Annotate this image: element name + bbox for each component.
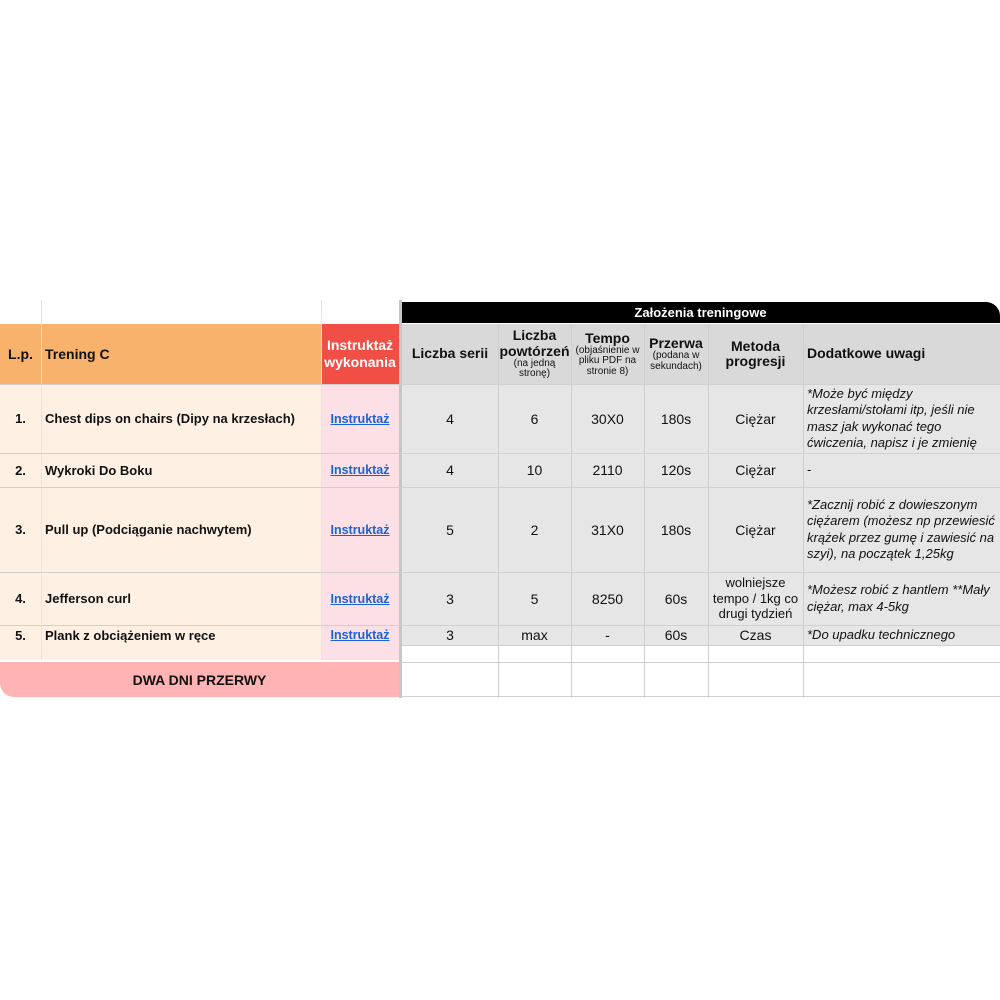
training-table [0, 300, 1000, 700]
row-reps: 2 [498, 487, 571, 572]
header-rest [644, 324, 708, 384]
header-training-name: Trening C [41, 324, 321, 384]
header-reps-label: Liczba powtórzeń [499, 327, 570, 359]
row-method: Ciężar [708, 487, 803, 572]
grid-line [402, 662, 1000, 663]
row-instruction-cell [321, 572, 399, 625]
header-tempo [571, 324, 644, 384]
group-header: Założenia treningowe [401, 302, 1000, 323]
row-lp: 2. [0, 453, 41, 487]
row-lp: 5. [0, 625, 41, 645]
row-series: 3 [402, 572, 498, 625]
row-note: *Do upadku technicznego [803, 625, 1000, 645]
row-instruction-cell [321, 625, 399, 645]
header-lp: L.p. [0, 324, 41, 384]
row-rest: 180s [644, 384, 708, 453]
row-method: Czas [708, 625, 803, 645]
header-series: Liczba serii [402, 324, 498, 384]
header-tempo-label: Tempo [585, 329, 630, 346]
grid-line [402, 696, 1000, 697]
instruction-link[interactable]: Instruktaż [330, 522, 390, 537]
header-tempo-note: (objaśnienie w pliku PDF na stronie 8) [575, 344, 640, 377]
header-reps-note: (na jedną stronę) [513, 357, 556, 380]
row-reps: 10 [498, 453, 571, 487]
row-lp: 3. [0, 487, 41, 572]
row-rest: 60s [644, 572, 708, 625]
header-reps [498, 324, 571, 384]
grid-line [571, 324, 572, 698]
row-reps: max [498, 625, 571, 645]
row-rest: 120s [644, 453, 708, 487]
row-note: - [803, 453, 1000, 487]
row-instruction-cell [321, 384, 399, 453]
row-exercise-name: Jefferson curl [41, 572, 321, 625]
row-instruction-cell [321, 487, 399, 572]
header-notes: Dodatkowe uwagi [803, 324, 1000, 384]
header-method: Metoda progresji [708, 324, 803, 384]
grid-line [498, 324, 499, 698]
instruction-link[interactable]: Instruktaż [330, 463, 390, 477]
grid-line [644, 324, 645, 698]
row-lp: 4. [0, 572, 41, 625]
row-series: 5 [402, 487, 498, 572]
instruction-link[interactable]: Instruktaż [330, 411, 390, 426]
spacer-cell [321, 645, 399, 660]
grid-line [0, 625, 1000, 626]
row-tempo: 30X0 [571, 384, 644, 453]
grid-line [41, 300, 42, 660]
row-note: *Zacznij robić z dowieszonym ciężarem (możesz np przewiesić krążek przez gumę i zawiesić na szyi), na początek 1,25kg [803, 487, 1000, 572]
row-method: Ciężar [708, 384, 803, 453]
row-reps: 5 [498, 572, 571, 625]
instruction-link[interactable]: Instruktaż [330, 591, 390, 606]
row-method: wolniejsze tempo / 1kg co drugi tydzień [708, 572, 803, 625]
break-banner: DWA DNI PRZERWY [0, 662, 399, 697]
grid-line [0, 453, 1000, 454]
row-rest: 60s [644, 625, 708, 645]
header-rest-label: Przerwa [649, 334, 703, 351]
row-rest: 180s [644, 487, 708, 572]
instruction-link[interactable]: Instruktaż [330, 628, 390, 642]
row-exercise-name: Pull up (Podciąganie nachwytem) [41, 487, 321, 572]
row-tempo: - [571, 625, 644, 645]
spacer-cell [0, 645, 321, 660]
grid-line [0, 384, 1000, 385]
row-note: *Możesz robić z hantlem **Mały ciężar, max 4-5kg [803, 572, 1000, 625]
row-series: 3 [402, 625, 498, 645]
row-instruction-cell [321, 453, 399, 487]
grid-line [321, 300, 322, 660]
row-tempo: 2110 [571, 453, 644, 487]
header-instruction: Instruktaż wykonania [321, 324, 399, 384]
row-reps: 6 [498, 384, 571, 453]
grid-line [0, 487, 1000, 488]
row-exercise-name: Plank z obciążeniem w ręce [41, 625, 321, 645]
row-method: Ciężar [708, 453, 803, 487]
row-series: 4 [402, 384, 498, 453]
grid-line [402, 645, 1000, 646]
row-exercise-name: Wykroki Do Boku [41, 453, 321, 487]
row-tempo: 8250 [571, 572, 644, 625]
header-rest-note: (podana w sekundach) [650, 350, 702, 372]
row-series: 4 [402, 453, 498, 487]
row-lp: 1. [0, 384, 41, 453]
row-tempo: 31X0 [571, 487, 644, 572]
row-note: *Może być między krzesłami/stołami itp, jeśli nie masz jak wykonać tego ćwiczenia, napisz i je zmienię [803, 384, 1000, 453]
grid-line [803, 324, 804, 698]
grid-line [708, 324, 709, 698]
grid-line [0, 572, 1000, 573]
row-exercise-name: Chest dips on chairs (Dipy na krzesłach) [41, 384, 321, 453]
